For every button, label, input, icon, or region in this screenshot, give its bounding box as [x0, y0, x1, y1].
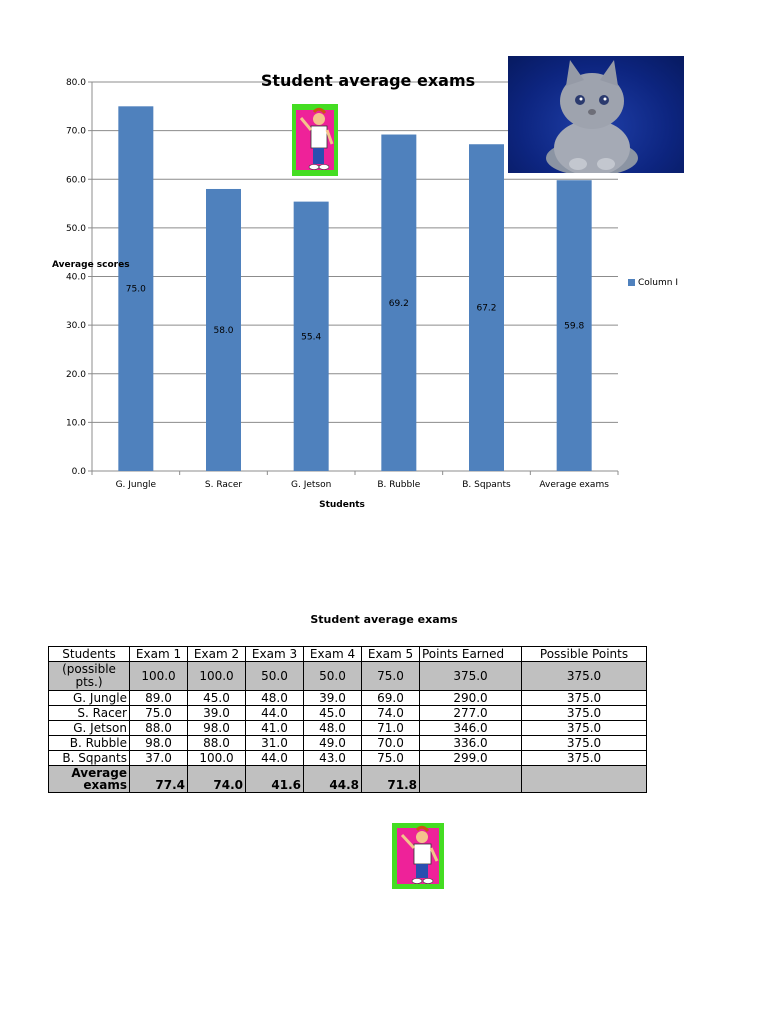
data-label: 75.0	[125, 284, 146, 295]
table-cell: 75.0	[362, 751, 420, 766]
table-cell: 44.0	[246, 751, 304, 766]
table-cell: 336.0	[420, 736, 522, 751]
cartoon-character-image	[292, 104, 338, 176]
student-name: S. Racer	[49, 706, 130, 721]
x-tick-label: G. Jungle	[115, 480, 157, 490]
cartoon-character-image	[392, 823, 444, 889]
header-cell: Exam 5	[362, 647, 420, 662]
legend-label: Column I	[638, 278, 678, 288]
table-row	[49, 751, 647, 766]
table-cell: 48.0	[304, 721, 362, 736]
table-cell: 31.0	[246, 736, 304, 751]
table-cell: 77.4	[130, 766, 188, 793]
table-cell: 70.0	[362, 736, 420, 751]
chart-x-ticks	[116, 480, 610, 490]
y-tick-label: 20.0	[65, 369, 86, 380]
data-label: 69.2	[388, 298, 409, 309]
header-cell: Exam 3	[246, 647, 304, 662]
table-cell: 375.0	[522, 662, 647, 691]
header-cell: Students	[49, 647, 130, 662]
table-row	[49, 691, 647, 706]
table-row	[49, 721, 647, 736]
table-cell: 50.0	[304, 662, 362, 691]
table-cell: 74.0	[362, 706, 420, 721]
table-cell: 290.0	[420, 691, 522, 706]
table-row	[49, 706, 647, 721]
header-cell: Points Earned	[420, 647, 522, 662]
table-cell: 375.0	[522, 751, 647, 766]
chart-x-axis-label: Students	[319, 500, 365, 510]
chart-y-axis-label: Average scores	[52, 260, 130, 270]
table-title: Student average exams	[310, 613, 458, 626]
table-cell: 41.0	[246, 721, 304, 736]
chart-data-labels	[126, 285, 585, 343]
table-cell: 88.0	[130, 721, 188, 736]
kitten-photo	[508, 56, 684, 173]
y-tick-label: 40.0	[65, 272, 86, 283]
row-label: (possible pts.)	[49, 662, 130, 691]
table-cell: 43.0	[304, 751, 362, 766]
y-tick-label: 0.0	[71, 467, 86, 477]
x-tick-label: G. Jetson	[291, 480, 332, 490]
table-cell: 39.0	[188, 706, 246, 721]
table-cell: 44.8	[304, 766, 362, 793]
table-header-row	[49, 647, 647, 662]
table-cell: 71.0	[362, 721, 420, 736]
table-cell: 89.0	[130, 691, 188, 706]
y-tick-label: 70.0	[65, 126, 86, 137]
header-cell: Possible Points	[522, 647, 647, 662]
table-cell: 39.0	[304, 691, 362, 706]
table-cell: 277.0	[420, 706, 522, 721]
data-label: 58.0	[213, 325, 234, 336]
table-cell: 44.0	[246, 706, 304, 721]
student-name: B. Sqpants	[49, 751, 130, 766]
table-cell: 100.0	[130, 662, 188, 691]
table-cell: 37.0	[130, 751, 188, 766]
table-cell: 49.0	[304, 736, 362, 751]
chart-legend	[628, 278, 678, 288]
table-cell: 45.0	[188, 691, 246, 706]
x-tick-label: B. Sqpants	[462, 480, 511, 490]
average-row	[49, 766, 647, 793]
grades-table	[48, 646, 647, 793]
possible-points-row	[49, 662, 647, 691]
table-cell: 75.0	[130, 706, 188, 721]
y-tick-label: 30.0	[65, 321, 86, 332]
x-tick-label: B. Rubble	[377, 480, 421, 490]
table-cell: 45.0	[304, 706, 362, 721]
table-cell: 75.0	[362, 662, 420, 691]
table-cell: 88.0	[188, 736, 246, 751]
table-cell: 375.0	[522, 706, 647, 721]
table-cell	[420, 766, 522, 793]
x-tick-label: Average exams	[539, 480, 609, 490]
y-tick-label: 60.0	[65, 175, 86, 186]
table-cell: 100.0	[188, 662, 246, 691]
table-cell: 375.0	[420, 662, 522, 691]
chart-y-ticks	[66, 78, 86, 477]
y-tick-label: 10.0	[65, 418, 86, 429]
table-row	[49, 736, 647, 751]
header-cell: Exam 4	[304, 647, 362, 662]
row-label: Average exams	[49, 766, 130, 793]
table-cell: 50.0	[246, 662, 304, 691]
header-cell: Exam 1	[130, 647, 188, 662]
table-cell: 98.0	[130, 736, 188, 751]
table-cell: 41.6	[246, 766, 304, 793]
table-cell: 346.0	[420, 721, 522, 736]
table-cell: 299.0	[420, 751, 522, 766]
table-cell: 48.0	[246, 691, 304, 706]
data-label: 55.4	[301, 332, 322, 343]
table-cell: 71.8	[362, 766, 420, 793]
student-name: B. Rubble	[49, 736, 130, 751]
student-name: G. Jetson	[49, 721, 130, 736]
header-cell: Exam 2	[188, 647, 246, 662]
table-cell	[522, 766, 647, 793]
table-cell: 74.0	[188, 766, 246, 793]
table-cell: 98.0	[188, 721, 246, 736]
data-label: 59.8	[564, 321, 585, 332]
chart-title: Student average exams	[260, 71, 476, 90]
x-tick-label: S. Racer	[204, 480, 243, 490]
table-cell: 375.0	[522, 691, 647, 706]
student-name: G. Jungle	[49, 691, 130, 706]
y-tick-label: 80.0	[65, 78, 86, 88]
table-cell: 375.0	[522, 721, 647, 736]
legend-swatch	[628, 279, 635, 286]
table-cell: 100.0	[188, 751, 246, 766]
data-label: 67.2	[476, 303, 497, 314]
y-tick-label: 50.0	[65, 223, 86, 234]
table-cell: 69.0	[362, 691, 420, 706]
table-cell: 375.0	[522, 736, 647, 751]
